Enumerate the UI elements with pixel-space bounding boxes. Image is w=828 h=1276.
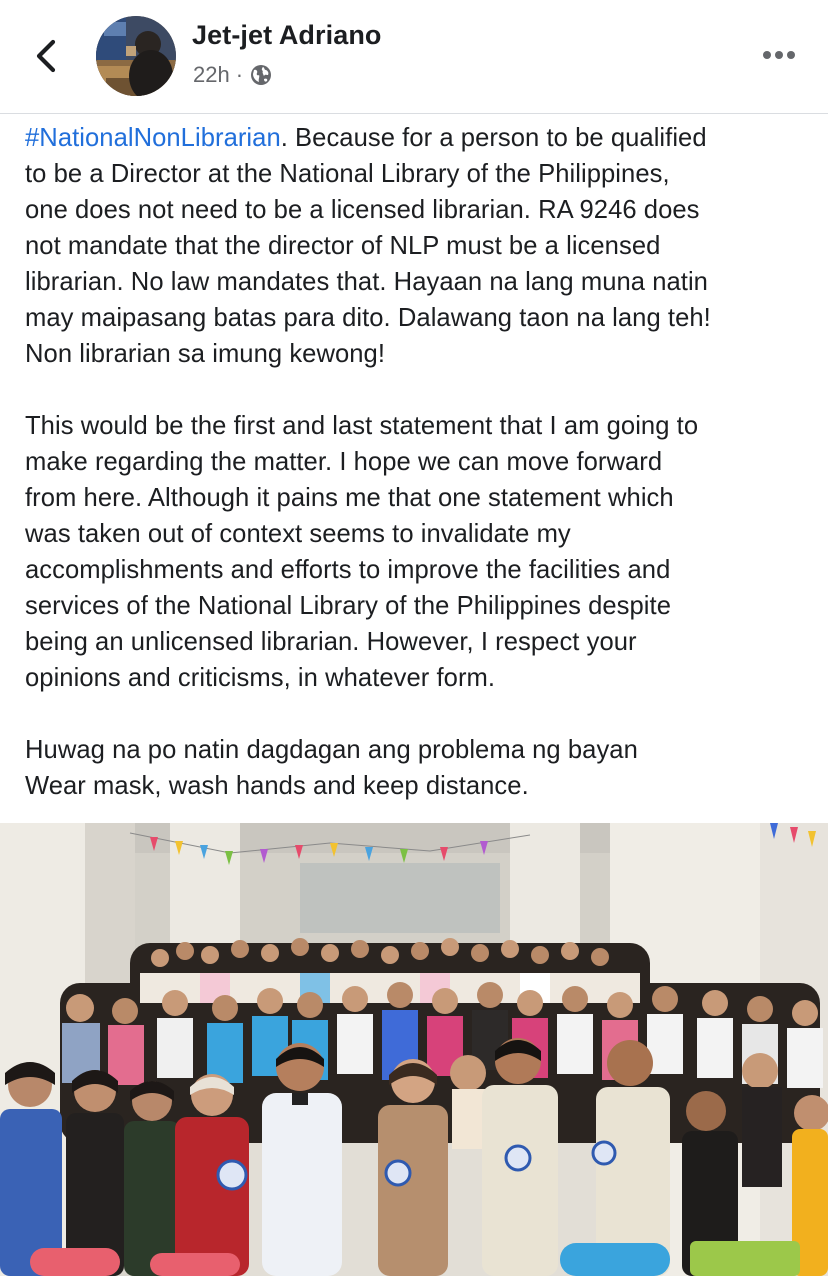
post-line: This would be the first and last statement that I am going to — [25, 412, 699, 440]
header-divider — [0, 113, 828, 114]
globe-icon — [249, 63, 273, 87]
post-line: from here. Although it pains me that one statement which — [25, 484, 674, 512]
post-line: not mandate that the director of NLP must be a licensed — [25, 232, 661, 260]
post-line: services of the National Library of the Philippines despite — [25, 592, 671, 620]
post-line: opinions and criticisms, in whatever form. — [25, 664, 496, 692]
post-line: make regarding the matter. I hope we can move forward — [25, 448, 663, 476]
post-line: Huwag na po natin dagdagan ang problema ng bayan — [25, 736, 638, 764]
post-line — [25, 120, 815, 156]
back-button[interactable] — [28, 34, 68, 78]
post-photo[interactable] — [0, 823, 828, 1276]
paragraph-gap — [25, 372, 815, 408]
post-line: Wear mask, wash hands and keep distance. — [25, 772, 529, 800]
post-line: one does not need to be a licensed librarian. RA 9246 does — [25, 196, 700, 224]
chevron-left-icon — [28, 34, 68, 78]
post-timestamp[interactable]: 22h — [193, 62, 230, 87]
hashtag-link[interactable]: #NationalNonLibrarian — [25, 124, 281, 152]
post-line: librarian. No law mandates that. Hayaan na lang muna natin — [25, 268, 708, 296]
meta-separator: · — [235, 62, 244, 87]
post-line: was taken out of context seems to invalidate my — [25, 520, 571, 548]
post-line: accomplishments and efforts to improve the facilities and — [25, 556, 671, 584]
post-line: may maipasang batas para dito. Dalawang taon na lang teh! — [25, 304, 711, 332]
more-horizontal-icon — [756, 40, 806, 70]
more-options-button[interactable] — [756, 40, 806, 70]
post-line: being an unlicensed librarian. However, I respect your — [25, 628, 637, 656]
author-name[interactable]: Jet-jet Adriano — [192, 20, 382, 50]
post-body — [25, 120, 815, 804]
post-meta — [193, 60, 273, 90]
post-line: to be a Director at the National Library of the Philippines, — [25, 160, 670, 188]
paragraph-gap — [25, 696, 815, 732]
post-line: Non librarian sa imung kewong! — [25, 340, 385, 368]
post-text-segment: . Because for a person to be qualified — [280, 124, 707, 152]
avatar[interactable] — [96, 16, 176, 96]
group-photo-image — [0, 823, 828, 1276]
post-header — [0, 0, 828, 110]
